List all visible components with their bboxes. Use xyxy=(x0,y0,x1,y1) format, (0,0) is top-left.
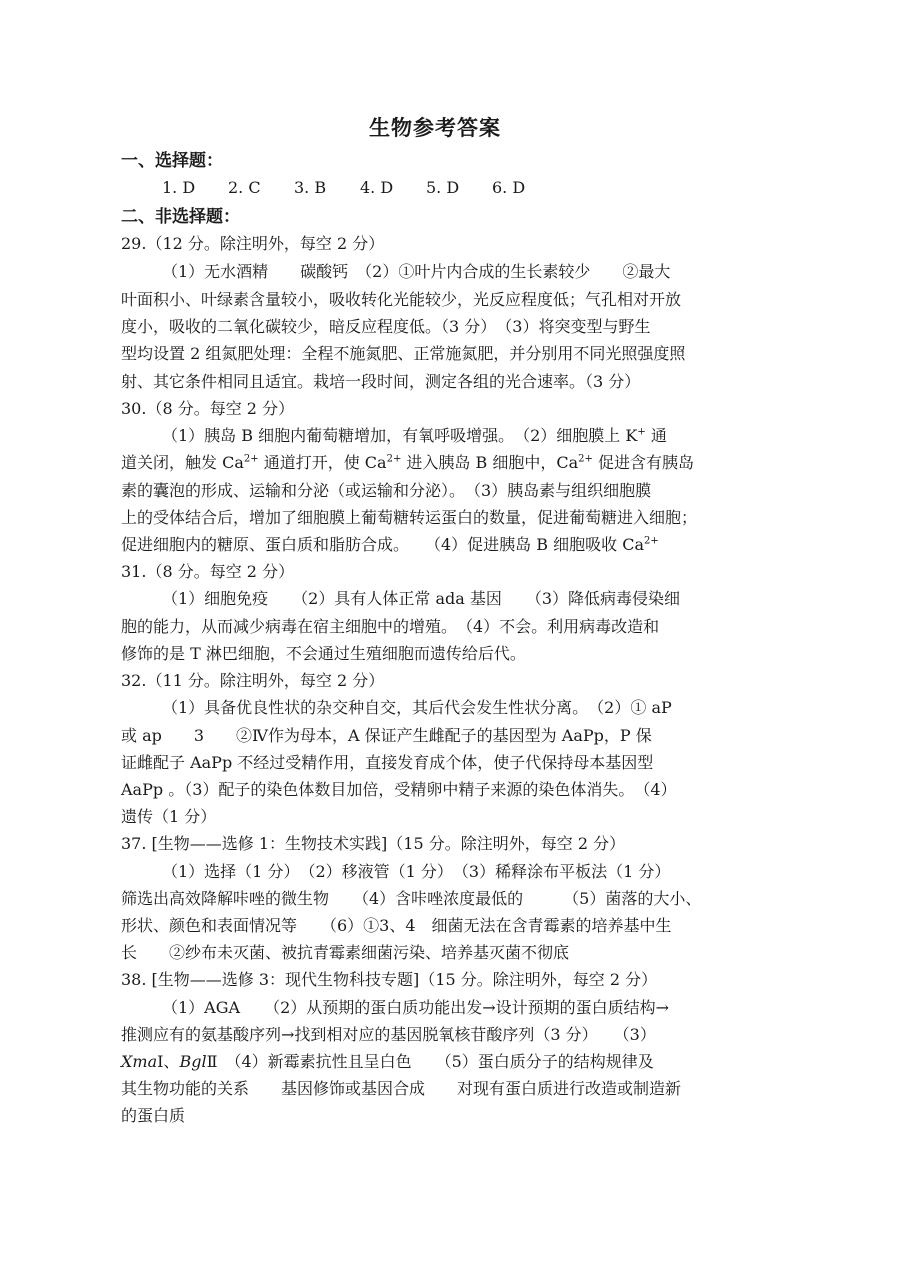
q38-line: 其生物功能的关系 基因修饰或基因合成 对现有蛋白质进行改造或制造新 xyxy=(121,1079,682,1098)
q30-line: 上的受体结合后，增加了细胞膜上葡萄糖转运蛋白的数量，促进葡萄糖进入细胞； xyxy=(121,508,698,527)
q31-line: 修饰的是 T 淋巴细胞，不会通过生殖细胞而遗传给后代。 xyxy=(121,644,526,663)
q30-header: 30.（8 分。每空 2 分） xyxy=(121,399,295,418)
q32-line: AaPp 。（3）配子的染色体数目加倍，受精卵中精子来源的染色体消失。 （4） xyxy=(121,780,677,799)
q38-line: XmaⅠ、BglⅡ （4）新霉素抗性且呈白色 （5）蛋白质分子的结构规律及 xyxy=(121,1052,654,1071)
q38-line: （1）AGA （2）从预期的蛋白质功能出发→设计预期的蛋白质结构→ xyxy=(162,998,670,1017)
answer-item: 5. D xyxy=(426,178,460,197)
answer-item: 4. D xyxy=(360,178,394,197)
answer-item: 3. B xyxy=(294,178,327,197)
q29-line: （1）无水酒精 碳酸钙 （2）①叶片内合成的生长素较少 ②最大 xyxy=(162,262,671,281)
q29-line: 型均设置 2 组氮肥处理：全程不施氮肥、正常施氮肥，并分别用不同光照强度照 xyxy=(121,344,686,363)
q37-line: （1）选择（1 分） （2）移液管（1 分） （3）稀释涂布平板法（1 分） xyxy=(162,862,671,881)
q29-line: 射、其它条件相同且适宜。栽培一段时间，测定各组的光合速率。（3 分） xyxy=(121,372,641,391)
choice-answers xyxy=(162,178,802,198)
section1-heading: 一、选择题： xyxy=(121,151,223,171)
q32-header: 32.（11 分。除注明外，每空 2 分） xyxy=(121,671,385,690)
q38-line: 推测应有的氨基酸序列→找到相对应的基因脱氧核苷酸序列（3 分） （3） xyxy=(121,1025,656,1044)
q30-line: 素的囊泡的形成、运输和分泌（或运输和分泌）。 （3）胰岛素与组织细胞膜 xyxy=(121,481,652,500)
q31-line: 胞的能力，从而减少病毒在宿主细胞中的增殖。 （4）不会。利用病毒改造和 xyxy=(121,617,660,636)
q37-line: 筛选出高效降解咔唑的微生物 （4）含咔唑浓度最低的 （5）菌落的大小、 xyxy=(121,889,702,908)
q38-header: 38. [生物——选修 3：现代生物科技专题]（15 分。除注明外，每空 2 分） xyxy=(121,970,658,989)
q38-line: 的蛋白质 xyxy=(121,1106,186,1125)
q37-line: 长 ②纱布未灭菌、被抗青霉素细菌污染、培养基灭菌不彻底 xyxy=(121,943,570,962)
section2-heading: 二、非选择题： xyxy=(121,207,240,227)
q30-line: （1）胰岛 B 细胞内葡萄糖增加，有氧呼吸增强。 （2）细胞膜上 K+ 通 xyxy=(162,426,667,445)
q29-header: 29.（12 分。除注明外，每空 2 分） xyxy=(121,234,385,253)
answer-item: 2. C xyxy=(228,178,261,197)
q32-line: 或 ap 3 ②Ⅳ作为母本，A 保证产生雌配子的基因型为 AaPp，P 保 xyxy=(121,726,652,745)
q29-line: 度小，吸收的二氧化碳较少，暗反应程度低。（3 分） （3）将突变型与野生 xyxy=(121,317,651,336)
answer-item: 6. D xyxy=(492,178,526,197)
q32-line: 证雌配子 AaPp 不经过受精作用，直接发育成个体，使子代保持母本基因型 xyxy=(121,753,654,772)
q37-header: 37. [生物——选修 1：生物技术实践]（15 分。除注明外，每空 2 分） xyxy=(121,834,626,853)
answer-item: 1. D xyxy=(162,178,196,197)
q37-line: 形状、颜色和表面情况等 （6）①3、4 细菌无法在含青霉素的培养基中生 xyxy=(121,916,672,935)
q30-line: 促进细胞内的糖原、蛋白质和脂肪合成。 （4）促进胰岛 B 细胞吸收 $Ca^{2+}$ xyxy=(121,535,659,554)
q31-line: （1）细胞免疫 （2）具有人体正常 ada 基因 （3）降低病毒侵染细 xyxy=(162,589,681,608)
q31-header: 31.（8 分。每空 2 分） xyxy=(121,562,295,581)
q32-line: 遗传（1 分） xyxy=(121,807,217,826)
q29-line: 叶面积小、叶绿素含量较小，吸收转化光能较少，光反应程度低；气孔相对开放 xyxy=(121,290,682,309)
page-title: 生物参考答案 xyxy=(369,115,501,140)
q32-line: （1）具备优良性状的杂交种自交，其后代会发生性状分离。 （2）① aP xyxy=(162,698,672,717)
q30-line: 道关闭，触发 $Ca^{2+}$ 通道打开，使 $Ca^{2+}$ 进入胰岛 B 细胞中，$Ca^{2+}$ 促进含有胰岛 xyxy=(121,453,694,472)
